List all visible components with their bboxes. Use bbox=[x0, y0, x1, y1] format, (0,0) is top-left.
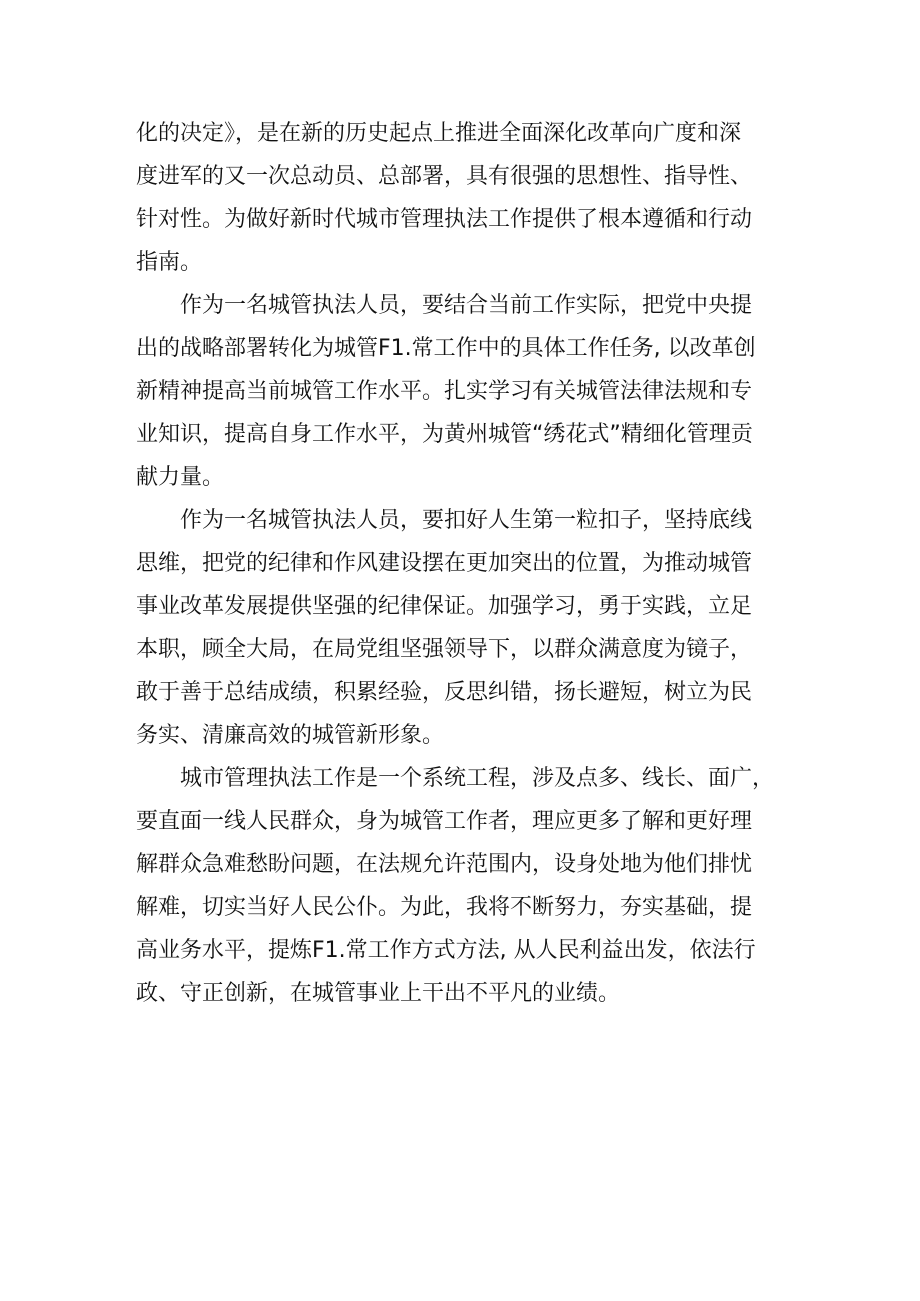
text-line: 事业改革发展提供坚强的纪律保证。加强学习，勇于实践，立足 bbox=[136, 594, 753, 619]
text-line: 业知识，提高自身工作水平，为黄州城管“绣花式”精细化管理贡 bbox=[136, 422, 753, 447]
paragraph-4 bbox=[136, 757, 796, 1015]
text-line: 敢于善于总结成绩，积累经验，反思纠错，扬长避短，树立为民 bbox=[136, 680, 753, 705]
text-line: 献力量。 bbox=[136, 465, 225, 490]
text-line: 解难，切实当好人民公仆。为此，我将不断努力，夯实基础，提 bbox=[136, 895, 753, 920]
text-line: 城市管理执法工作是一个系统工程，涉及点多、线长、面广， bbox=[180, 766, 775, 791]
text-line: 本职，顾全大局，在局党组坚强领导下，以群众满意度为镜子， bbox=[136, 637, 753, 662]
text-line: 度进军的又一次总动员、总部署，具有很强的思想性、指导性、 bbox=[136, 164, 753, 189]
text-line: 新精神提高当前城管工作水平。扎实学习有关城管法律法规和专 bbox=[136, 379, 753, 404]
text-line: 针对性。为做好新时代城市管理执法工作提供了根本遵循和行动 bbox=[136, 207, 753, 232]
text-line: 指南。 bbox=[136, 250, 203, 275]
paragraph-1 bbox=[136, 112, 796, 284]
text-line: 务实、清廉高效的城管新形象。 bbox=[136, 723, 445, 748]
paragraph-2 bbox=[136, 284, 796, 499]
text-line: 化的决定》，是在新的历史起点上推进全面深化改革向广度和深 bbox=[136, 121, 742, 146]
text-line: 解群众急难愁盼问题，在法规允许范围内，设身处地为他们排忧 bbox=[136, 852, 753, 877]
text-line: 出的战略部署转化为城管F1.常工作中的具体工作任务, 以改革创 bbox=[136, 336, 756, 361]
text-line: 高业务水平，提炼F1.常工作方式方法, 从人民利益出发，依法行 bbox=[136, 938, 756, 963]
text-line: 作为一名城管执法人员，要扣好人生第一粒扣子，坚持底线 bbox=[180, 508, 753, 533]
paragraph-3 bbox=[136, 499, 796, 757]
text-line: 思维，把党的纪律和作风建设摆在更加突出的位置，为推动城管 bbox=[136, 551, 753, 576]
text-line: 政、守正创新，在城管事业上干出不平凡的业绩。 bbox=[136, 981, 621, 1006]
text-line: 作为一名城管执法人员，要结合当前工作实际，把党中央提 bbox=[180, 293, 753, 318]
text-line: 要直面一线人民群众，身为城管工作者，理应更多了解和更好理 bbox=[136, 809, 753, 834]
document-body bbox=[136, 112, 796, 1015]
